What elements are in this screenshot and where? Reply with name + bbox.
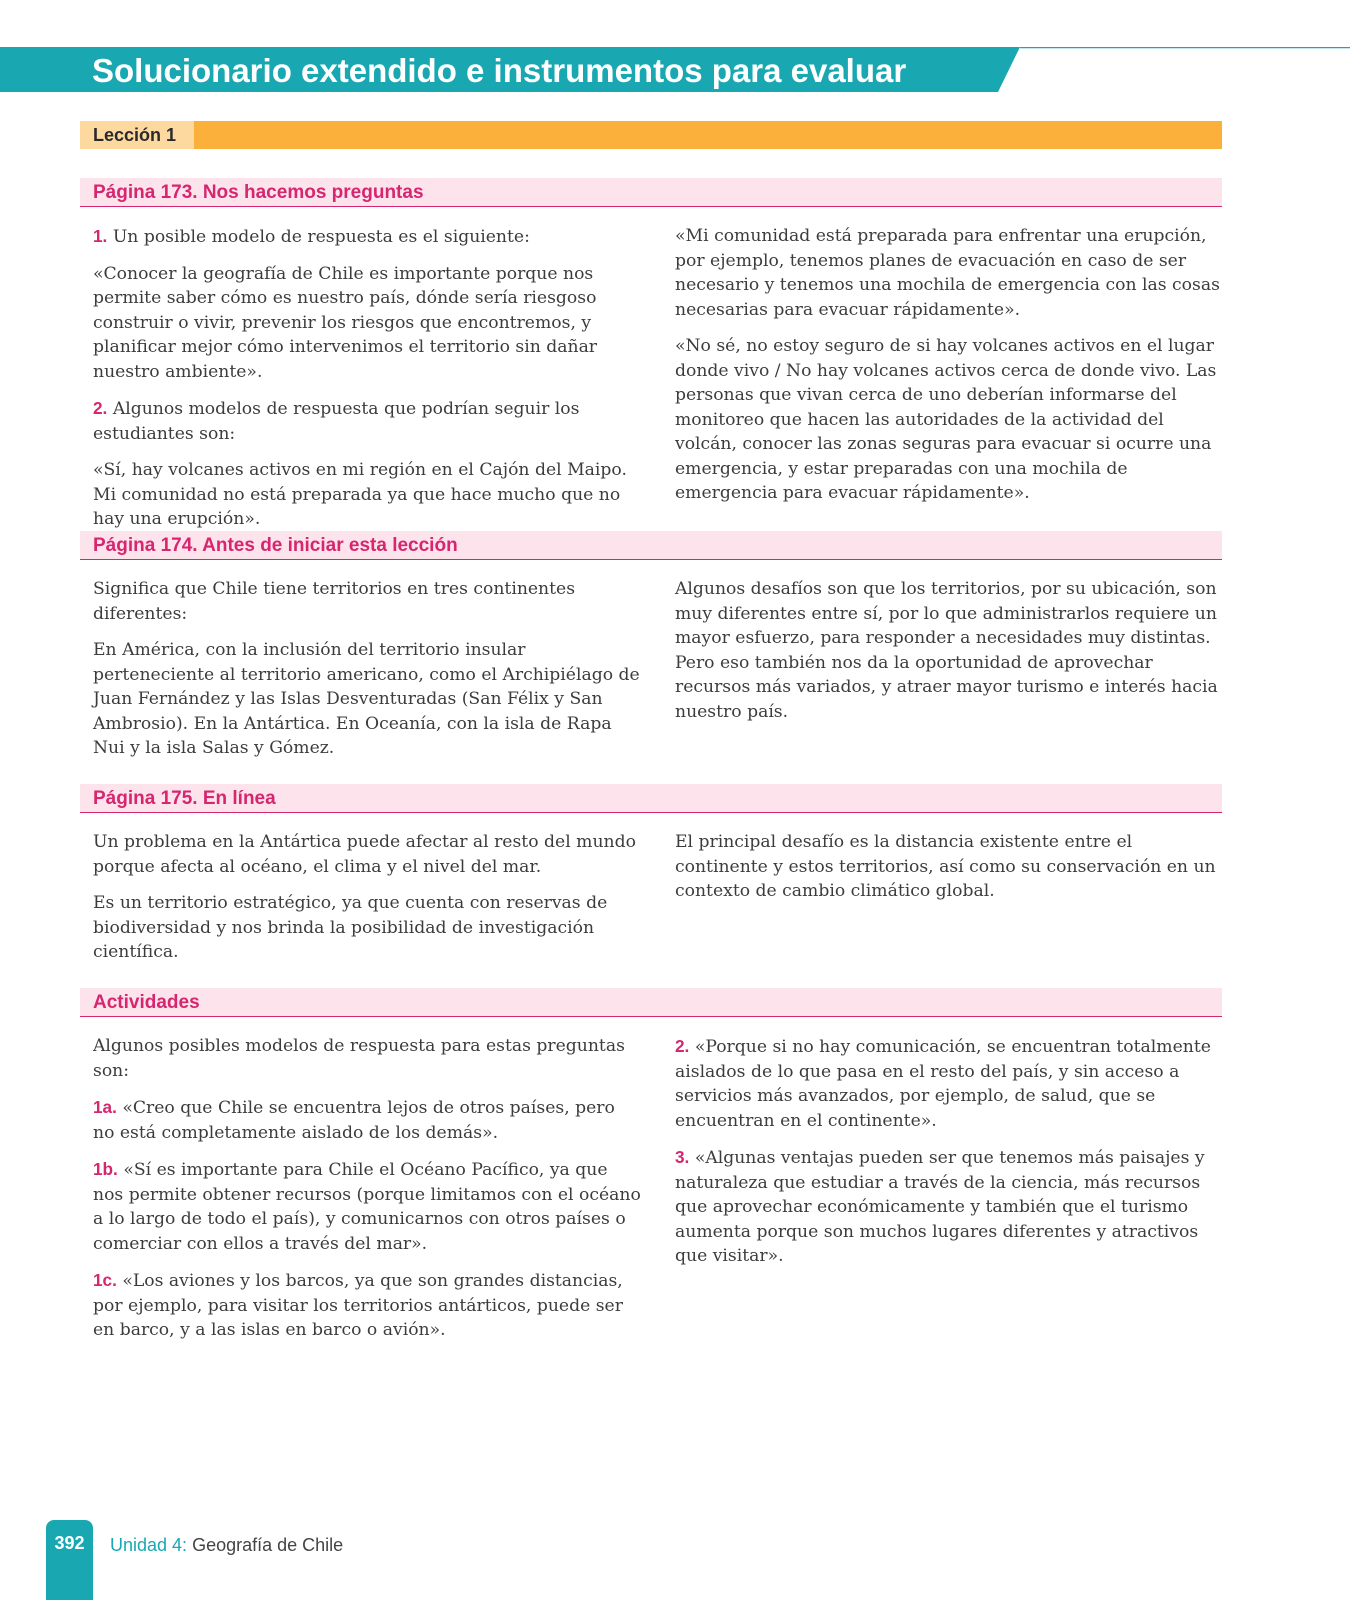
section-header: Actividades <box>80 988 1222 1017</box>
paragraph-text: «Mi comunidad está preparada para enfrentar una erupción, por ejemplo, tenemos planes de evacuación en caso de ser necesario y tenemos una mochila de emergencia con las cosas necesarias para evacuar rápidamente». <box>675 226 1220 320</box>
section-left-column <box>93 224 641 544</box>
answer-paragraph <box>675 577 1220 724</box>
answer-paragraph <box>93 396 641 446</box>
answer-paragraph <box>675 1034 1220 1133</box>
answer-paragraph <box>93 1157 641 1256</box>
item-number: 2. <box>675 1036 690 1056</box>
paragraph-text: Un problema en la Antártica puede afectar al resto del mundo porque afecta al océano, el clima y el nivel del mar. <box>93 832 636 877</box>
lesson-label: Lección 1 <box>80 121 194 149</box>
lesson-bar <box>80 121 1222 149</box>
answer-paragraph <box>675 1145 1220 1269</box>
paragraph-text: El principal desafío es la distancia existente entre el continente y estos territorios, así como su conservación en un contexto de cambio climático global. <box>675 832 1216 901</box>
section-left-column <box>93 830 641 977</box>
answer-paragraph <box>93 638 641 761</box>
paragraph-text: «Sí es importante para Chile el Océano Pacífico, ya que nos permite obtener recursos (porque limitamos con el océano a lo largo de todo el país), y comunicarnos con otros países o comerciar con ellos a través del mar». <box>93 1160 641 1254</box>
title-banner <box>0 47 1350 92</box>
section-right-column <box>675 577 1220 736</box>
paragraph-text: «Sí, hay volcanes activos en mi región en el Cajón del Maipo. Mi comunidad no está preparada ya que hace mucho que no hay una erupción». <box>93 460 627 529</box>
item-number: 1. <box>93 226 108 246</box>
paragraph-text: Es un territorio estratégico, ya que cuenta con reservas de biodiversidad y nos brinda la posibilidad de investigación científica. <box>93 893 608 962</box>
section-header: Página 173. Nos hacemos preguntas <box>80 178 1222 207</box>
paragraph-text: Algunos posibles modelos de respuesta para estas preguntas son: <box>93 1036 625 1081</box>
answer-paragraph <box>675 830 1220 904</box>
answer-paragraph <box>93 830 641 879</box>
answer-paragraph <box>93 224 641 250</box>
item-number: 1a. <box>93 1097 117 1117</box>
section-right-column <box>675 830 1220 916</box>
answer-paragraph <box>675 334 1220 506</box>
section-right-column <box>675 1034 1220 1281</box>
page-number-tab <box>46 1520 93 1600</box>
paragraph-text: Un posible modelo de respuesta es el siguiente: <box>112 227 530 247</box>
answer-paragraph <box>93 1034 641 1083</box>
item-number: 3. <box>675 1147 690 1167</box>
answer-paragraph <box>93 262 641 385</box>
page-number: 392 <box>54 1533 85 1553</box>
section-header: Página 175. En línea <box>80 784 1222 813</box>
item-number: 1b. <box>93 1159 118 1179</box>
answer-paragraph <box>675 224 1220 322</box>
unit-name: Geografía de Chile <box>192 1535 344 1555</box>
answer-paragraph <box>93 1095 641 1145</box>
paragraph-text: En América, con la inclusión del territorio insular perteneciente al territorio americano, como el Archipiélago de Juan Fernández y las Islas Desventuradas (San Félix y San Ambrosio). En la Antártica. En Oceanía, con la isla de Rapa Nui y la isla Salas y Gómez. <box>93 640 640 758</box>
paragraph-text: Algunos modelos de respuesta que podrían seguir los estudiantes son: <box>93 399 580 444</box>
answer-paragraph <box>93 458 641 532</box>
section-header: Página 174. Antes de iniciar esta lección <box>80 531 1222 560</box>
section-left-column <box>93 577 641 773</box>
paragraph-text: «No sé, no estoy seguro de si hay volcanes activos en el lugar donde vivo / No hay volcanes activos cerca de donde vivo. Las personas que vivan cerca de uno deberían informarse del monitoreo que hacen las autoridades de la actividad del volcán, conocer las zonas seguras para evacuar si ocurre una emergencia, y estar preparadas con una mochila de emergencia para evacuar rápidamente». <box>675 336 1217 503</box>
paragraph-text: «Creo que Chile se encuentra lejos de otros países, pero no está completamente aislado de los demás». <box>93 1098 615 1143</box>
answer-paragraph <box>93 1268 641 1343</box>
paragraph-text: Significa que Chile tiene territorios en tres continentes diferentes: <box>93 579 576 624</box>
answer-paragraph <box>93 577 641 626</box>
footer-unit <box>110 1535 343 1556</box>
section-right-column <box>675 224 1220 518</box>
page-title: Solucionario extendido e instrumentos para evaluar <box>92 52 907 89</box>
item-number: 2. <box>93 398 108 418</box>
paragraph-text: Algunos desafíos son que los territorios, por su ubicación, son muy diferentes entre sí, por lo que administrarlos requiere un mayor esfuerzo, para responder a necesidades muy distintas. Pero eso también nos da la oportunidad de aprovechar recursos más variados, y atraer mayor turismo e interés hacia nuestro país. <box>675 579 1218 722</box>
item-number: 1c. <box>93 1270 117 1290</box>
section-left-column <box>93 1034 641 1355</box>
paragraph-text: «Conocer la geografía de Chile es importante porque nos permite saber cómo es nuestro país, dónde sería riesgoso construir o vivir, prevenir los riesgos que encontremos, y planificar mejor cómo intervenimos el territorio sin dañar nuestro ambiente». <box>93 263 598 382</box>
unit-label: Unidad 4: <box>110 1535 188 1555</box>
paragraph-text: «Algunas ventajas pueden ser que tenemos más paisajes y naturaleza que estudiar a través de la ciencia, más recursos que aprovechar económicamente y también que el turismo aumenta porque son muchos lugares diferentes y atractivos que visitar». <box>675 1148 1205 1266</box>
answer-paragraph <box>93 891 641 965</box>
paragraph-text: «Porque si no hay comunicación, se encuentran totalmente aislados de lo que pasa en el resto del país, y sin acceso a servicios más avanzados, por ejemplo, de salud, que se encuentran en el continente». <box>675 1037 1211 1131</box>
paragraph-text: «Los aviones y los barcos, ya que son grandes distancias, por ejemplo, para visitar los territorios antárticos, puede ser en barco, y a las islas en barco o avión». <box>93 1271 623 1340</box>
